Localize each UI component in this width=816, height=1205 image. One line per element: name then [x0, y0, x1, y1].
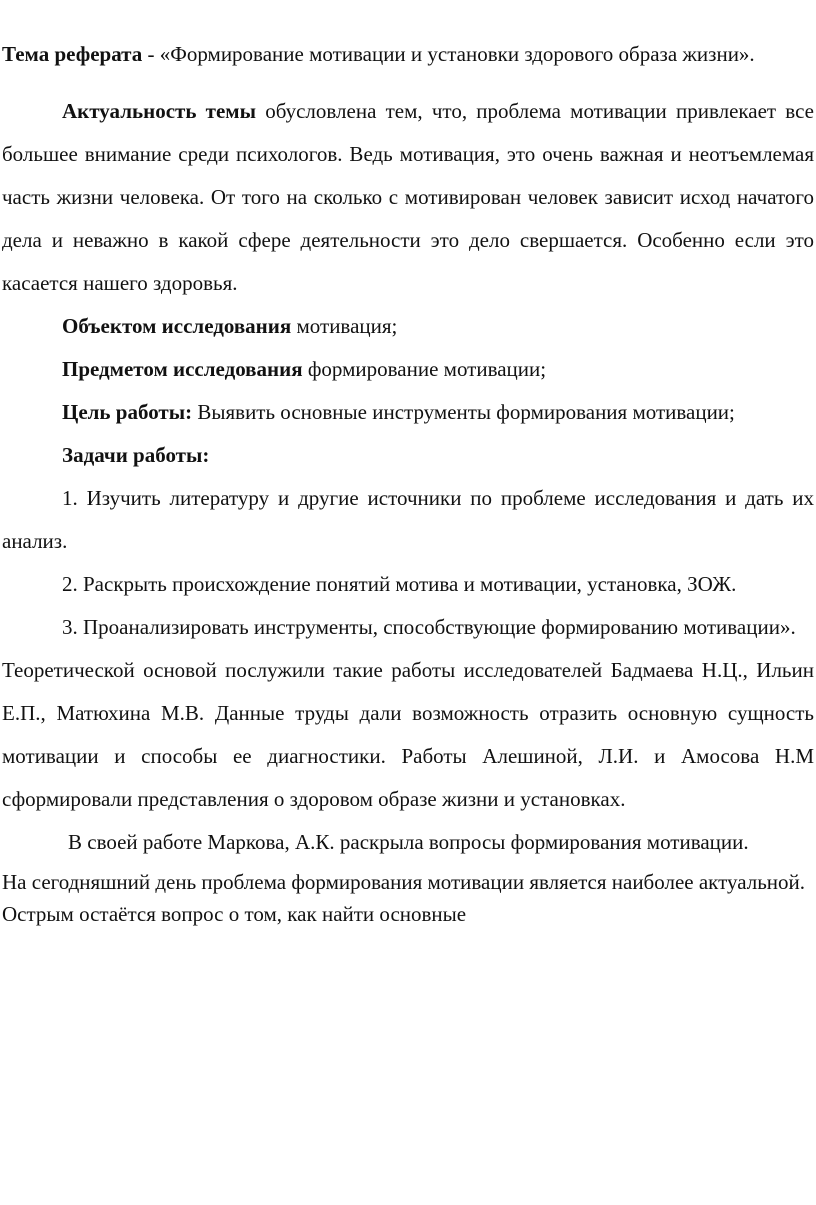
topic-text: - «Формирование мотивации и установки здорового образа жизни».	[142, 42, 755, 66]
topic-paragraph	[2, 38, 814, 70]
relevance-label: Актуальность темы	[62, 99, 256, 123]
task-item: 1. Изучить литературу и другие источники по проблеме исследования и дать их анализ.	[2, 486, 814, 553]
task-item: 2. Раскрыть происхождение понятий мотива и мотивации, установка, ЗОЖ.	[62, 572, 737, 596]
goal-paragraph	[2, 391, 814, 434]
goal-label: Цель работы:	[62, 400, 193, 424]
subject-label: Предметом исследования	[62, 357, 303, 381]
tasks-label: Задачи работы:	[62, 443, 210, 467]
goal-text: Выявить основные инструменты формирования мотивации;	[192, 400, 735, 424]
theory-paragraph: Теоретической основой послужили такие работы исследователей Бадмаева Н.Ц., Ильин Е.П., Матюхина М.В. Данные труды дали возможность отразить основную сущность мотивации и способы ее диагностики. Работы Алешиной, Л.И. и Амосова Н.М сформировали представления о здоровом образе жизни и установках.	[2, 658, 814, 811]
subject-paragraph	[2, 348, 814, 391]
tasks-heading	[2, 434, 814, 477]
subject-text: формирование мотивации;	[302, 357, 547, 381]
object-paragraph	[2, 305, 814, 348]
markova-paragraph: В своей работе Маркова, А.К. раскрыла вопросы формирования мотивации.	[68, 830, 749, 854]
relevance-text: обусловлена тем, что, проблема мотивации привлекает все большее внимание среди психологов. Ведь мотивация, это очень важная и неотъемлемая часть жизни человека. От того на сколько с мотивирован человек зависит исход начатого дела и неважно в какой сфере деятельности это дело свершается. Особенно если это касается нашего здоровья.	[2, 99, 815, 295]
object-text: мотивация;	[291, 314, 398, 338]
relevance-paragraph	[2, 90, 814, 305]
final-paragraph: На сегодняшний день проблема формирования мотивации является наиболее актуальной. Острым остаётся вопрос о том, как найти основные	[2, 870, 805, 926]
object-label: Объектом исследования	[62, 314, 292, 338]
task-item: 3. Проанализировать инструменты, способствующие формированию мотивации».	[62, 615, 796, 639]
topic-label: Тема реферата	[2, 42, 143, 66]
